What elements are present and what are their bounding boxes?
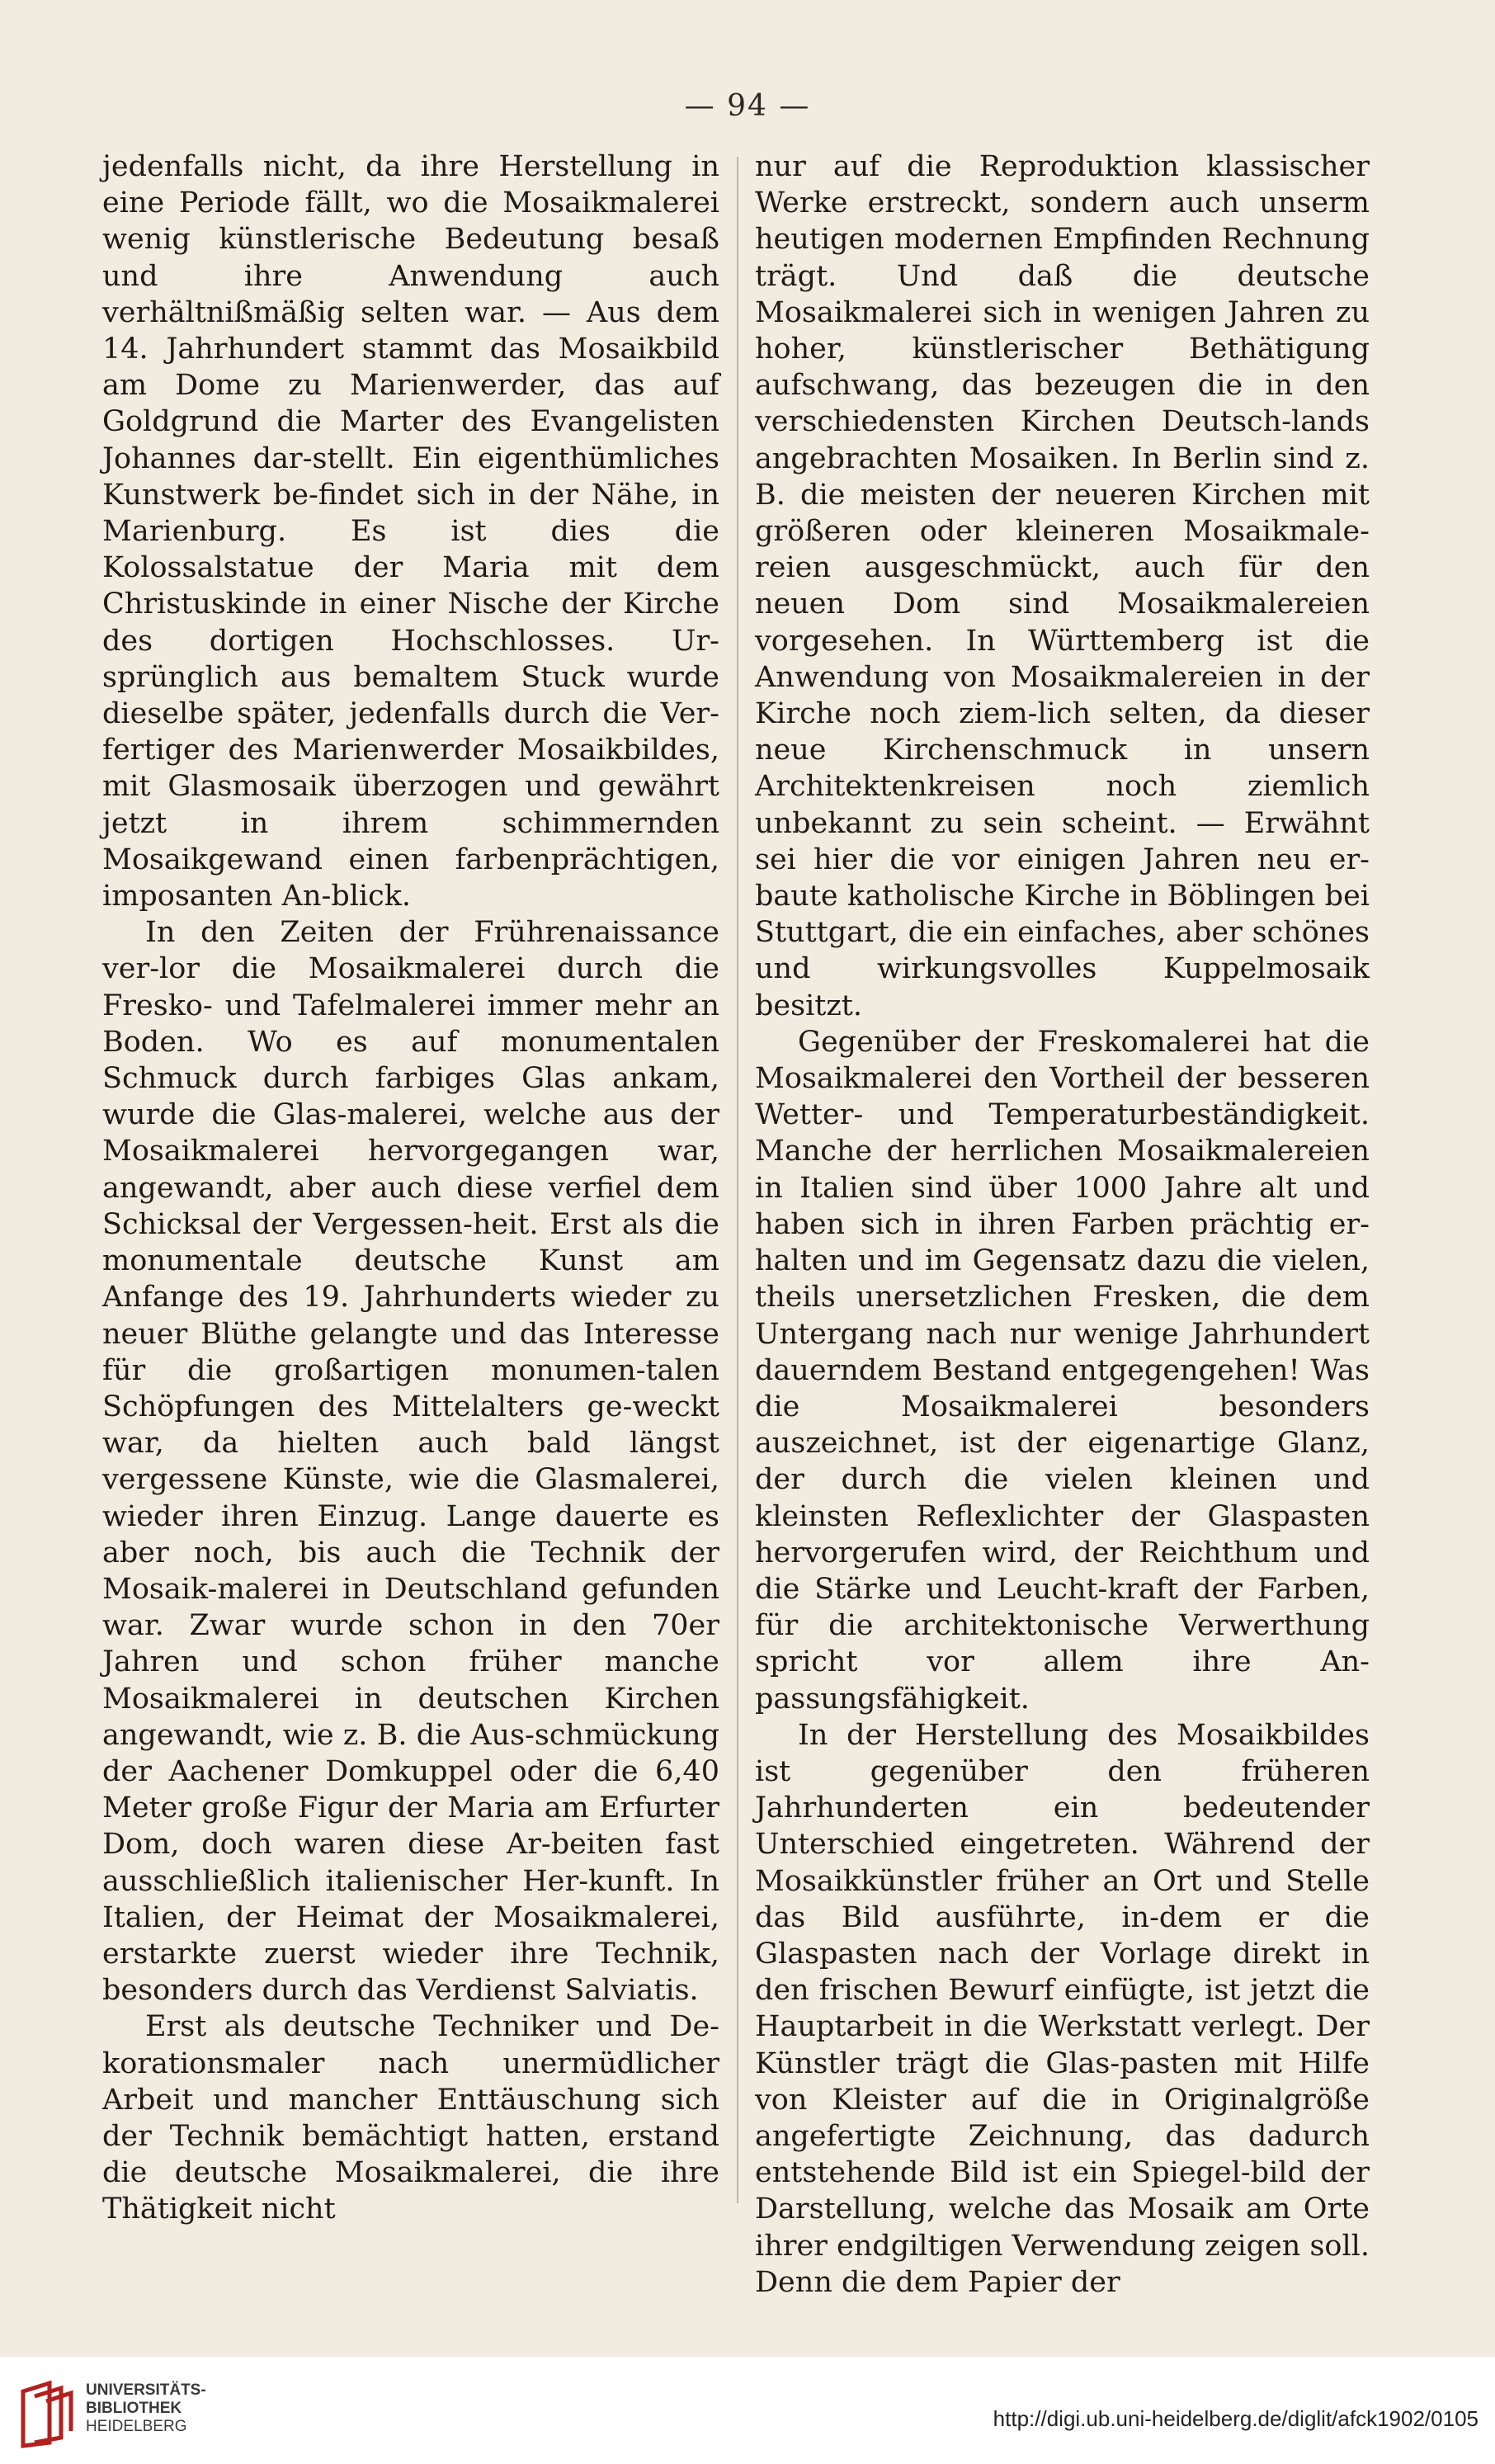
library-name-line: UNIVERSITÄTS- (86, 2381, 206, 2399)
right-column (755, 149, 1370, 2301)
left-column (102, 149, 719, 2228)
footer-bar (0, 2356, 1495, 2464)
paragraph: In der Herstellung des Mosaikbildes ist gegenüber den früheren Jahrhunderten ein bedeutender Unterschied eingetreten. Während der Mosaikkünstler früher an Ort und Stelle das Bild ausführte, in-dem er die Glaspasten nach der Vorlage direkt in den frischen Bewurf einfügte, ist jetzt die Hauptarbeit in die Werkstatt verlegt. Der Künstler trägt die Glas-pasten mit Hilfe von Kleister auf die in Originalgröße angefertigte Zeichnung, das dadurch entstehende Bild ist ein Spiegel-bild der Darstellung, welche das Mosaik am Orte ihrer endgiltigen Verwendung zeigen soll. Denn die dem Papier der (755, 1718, 1370, 2299)
paragraph: nur auf die Reproduktion klassischer Werke erstreckt, sondern auch unserm heutigen modernen Empfinden Rechnung trägt. Und daß die deutsche Mosaikmalerei sich in wenigen Jahren zu hoher, künstlerischer Bethätigung aufschwang, das bezeugen die in den verschiedensten Kirchen Deutsch-lands angebrachten Mosaiken. In Berlin sind z. B. die meisten der neueren Kirchen mit größeren oder kleineren Mosaikmale-reien ausgeschmückt, auch für den neuen Dom sind Mosaikmalereien vorgesehen. In Württemberg ist die Anwendung von Mosaikmalereien in der Kirche noch ziem-lich selten, da dieser neue Kirchenschmuck in unsern Architektenkreisen noch ziemlich unbekannt zu sein scheint. — Erwähnt sei hier die vor einigen Jahren neu er-baute katholische Kirche in Böblingen bei Stuttgart, die ein einfaches, aber schönes und wirkungsvolles Kuppelmosaik besitzt. (755, 150, 1370, 1022)
page-number: — 94 — (684, 89, 811, 123)
paragraph: Gegenüber der Freskomalerei hat die Mosaikmalerei den Vortheil der besseren Wetter- und Temperaturbeständigkeit. Manche der herrlichen Mosaikmalereien in Italien sind über 1000 Jahre alt und haben sich in ihren Farben prächtig er-halten und im Gegensatz dazu die vielen, theils unersetzlichen Fresken, die dem Untergang nach nur wenige Jahrhundert dauerndem Bestand entgegengehen! Was die Mosaikmalerei besonders auszeichnet, ist der eigenartige Glanz, der durch die vielen kleinen und kleinsten Reflexlichter der Glaspasten hervorgerufen wird, der Reichthum und die Stärke und Leucht-kraft der Farben, für die architektonische Verwerthung spricht vor allem ihre An-passungsfähigkeit. (755, 1025, 1370, 1716)
library-logo-icon (17, 2380, 74, 2449)
source-url-link[interactable]: http://digi.ub.uni-heidelberg.de/diglit/afck1902/0105 (993, 2406, 1478, 2431)
column-divider (737, 157, 738, 2203)
library-name (86, 2381, 206, 2436)
paragraph: Erst als deutsche Techniker und De-korationsmaler nach unermüdlicher Arbeit und mancher Enttäuschung sich der Technik bemächtigt hatten, erstand die deutsche Mosaikmalerei, die ihre Thätigkeit nicht (102, 2010, 719, 2226)
paragraph: jedenfalls nicht, da ihre Herstellung in eine Periode fällt, wo die Mosaikmalerei wenig künstlerische Bedeutung besaß und ihre Anwendung auch verhältnißmäßig selten war. — Aus dem 14. Jahrhundert stammt das Mosaikbild am Dome zu Marienwerder, das auf Goldgrund die Marter des Evangelisten Johannes dar-stellt. Ein eigenthümliches Kunstwerk be-findet sich in der Nähe, in Marienburg. Es ist dies die Kolossalstatue der Maria mit dem Christuskinde in einer Nische der Kirche des dortigen Hochschlosses. Ur-sprünglich aus bemaltem Stuck wurde dieselbe später, jedenfalls durch die Ver-fertiger des Marienwerder Mosaikbildes, mit Glasmosaik überzogen und gewährt jetzt in ihrem schimmernden Mosaikgewand einen farbenprächtigen, imposanten An-blick. (102, 150, 719, 913)
library-name-line: BIBLIOTHEK (86, 2400, 182, 2417)
paragraph: In den Zeiten der Frührenaissance ver-lor die Mosaikmalerei durch die Fresko- und Tafelmalerei immer mehr an Boden. Wo es auf monumentalen Schmuck durch farbiges Glas ankam, wurde die Glas-malerei, welche aus der Mosaikmalerei hervorgegangen war, angewandt, aber auch diese verfiel dem Schicksal der Vergessen-heit. Erst als die monumentale deutsche Kunst am Anfange des 19. Jahrhunderts wieder zu neuer Blüthe gelangte und das Interesse für die großartigen monumen-talen Schöpfungen des Mittelalters ge-weckt war, da hielten auch bald längst vergessene Künste, wie die Glasmalerei, wieder ihren Einzug. Lange dauerte es aber noch, bis auch die Technik der Mosaik-malerei in Deutschland gefunden war. Zwar wurde schon in den 70er Jahren und schon früher manche Mosaikmalerei in deutschen Kirchen angewandt, wie z. B. die Aus-schmückung der Aachener Domkuppel oder die 6,40 Meter große Figur der Maria am Erfurter Dom, doch waren diese Ar-beiten fast ausschließlich italienischer Her-kunft. In Italien, der Heimat der Mosaikmalerei, erstarkte zuerst wieder ihre Technik, besonders durch das Verdienst Salviatis. (102, 916, 719, 2008)
library-name-line: HEIDELBERG (86, 2418, 187, 2435)
